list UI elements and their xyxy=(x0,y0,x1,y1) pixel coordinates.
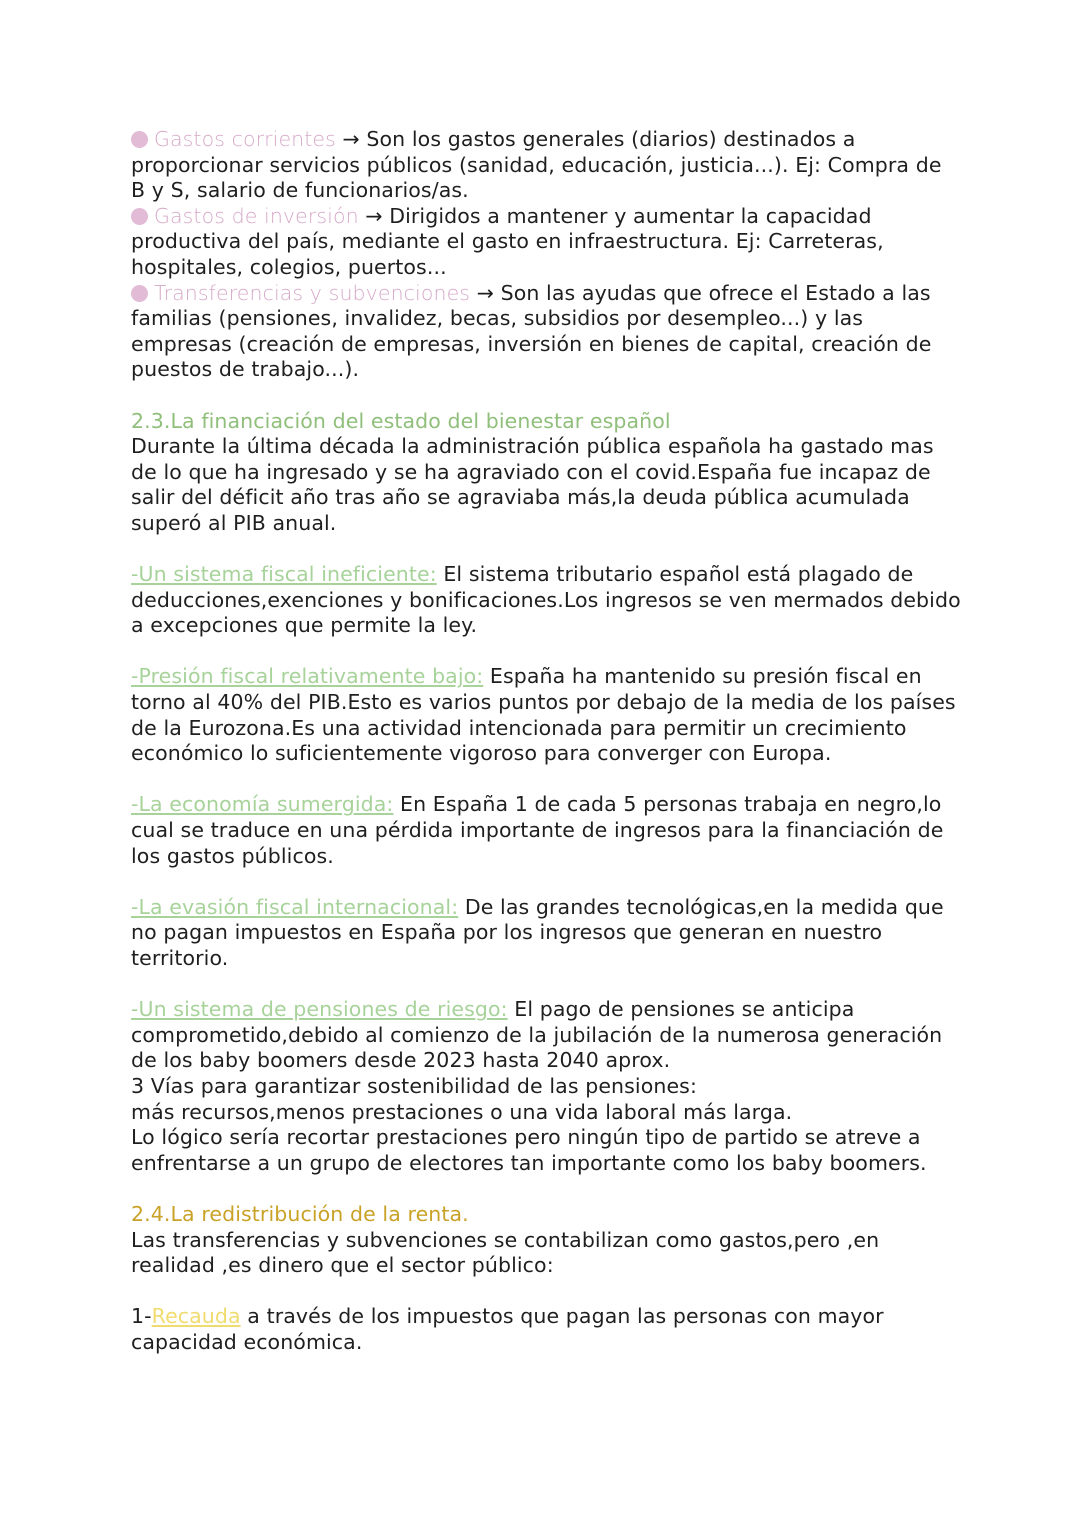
gastos-corrientes-text: → Son los gastos generales (diarios) destinados a proporcionar servicios públicos (sanidad, educación, justicia...). Ej: Compra de B y S, salario de funcionarios/as. xyxy=(131,127,942,203)
section-2-3-heading: 2.3.La financiación del estado del bienestar español xyxy=(131,408,671,433)
item-recauda xyxy=(131,1304,961,1355)
item-sistema-pensiones xyxy=(131,997,961,1074)
item-text: a través de los impuestos que pagan las personas con mayor capacidad económica. xyxy=(131,1304,884,1354)
gastos-inversion-paragraph xyxy=(131,204,961,281)
gastos-corrientes-label: Gastos corrientes xyxy=(154,127,336,151)
gastos-inversion-text: → Dirigidos a mantener y aumentar la capacidad productiva del país, mediante el gasto en infraestructura. Ej: Carreteras, hospitales, colegios, puertos... xyxy=(131,203,884,279)
gastos-corrientes-paragraph xyxy=(131,127,961,204)
gastos-inversion-label: Gastos de inversión xyxy=(154,203,359,228)
item-text: El sistema tributario español está plagado de deducciones,exenciones y bonificaciones.Los ingresos se ven mermados debido a excepciones que permite la ley. xyxy=(131,562,961,638)
section-2-4-heading: 2.4.La redistribución de la renta. xyxy=(131,1201,469,1226)
item-label: -Un sistema fiscal ineficiente: xyxy=(131,562,437,587)
pensiones-line-3: Lo lógico sería recortar prestaciones pero ningún tipo de partido se atreve a enfrentarse a un grupo de electores tan importante como los baby boomers. xyxy=(131,1125,927,1175)
bullet-icon xyxy=(131,131,148,148)
pensiones-line-2: más recursos,menos prestaciones o una vida laboral más larga. xyxy=(131,1099,793,1124)
item-label: -Un sistema de pensiones de riesgo: xyxy=(131,997,508,1022)
item-label: -La evasión fiscal internacional: xyxy=(131,894,459,919)
item-label: -Presión fiscal relativamente bajo: xyxy=(131,664,484,689)
section-2-4-intro: Las transferencias y subvenciones se contabilizan como gastos,pero ,en realidad ,es dinero que el sector público: xyxy=(131,1227,880,1278)
item-text: De las grandes tecnológicas,en la medida que no pagan impuestos en España por los ingresos que generan en nuestro territorio. xyxy=(131,894,944,970)
item-prefix: 1- xyxy=(131,1304,152,1329)
document-page xyxy=(131,127,961,1356)
item-sistema-fiscal xyxy=(131,562,961,639)
item-evasion-fiscal xyxy=(131,895,961,972)
bullet-icon xyxy=(131,285,148,302)
item-presion-fiscal xyxy=(131,664,961,766)
transferencias-paragraph xyxy=(131,281,961,383)
section-2-3-intro: Durante la última década la administración pública españolа ha gastado mas de lo que ha ingresado y se ha agraviado con el covid.España fue incapaz de salir del déficit año tras año se agraviaba más,la deuda pública acumulada superó al PIB anual. xyxy=(131,434,934,535)
transferencias-text: → Son las ayudas que ofrece el Estado a las familias (pensiones, invalidez, becas, subsidios por desempleo...) y las empresas (creación de empresas, inversión en bienes de capital, creación de puestos de trabajo...). xyxy=(131,280,932,382)
item-economia-sumergida xyxy=(131,792,961,869)
pensiones-line-1: 3 Vías para garantizar sostenibilidad de las pensiones: xyxy=(131,1073,697,1098)
item-text: El pago de pensiones se anticipa comprometido,debido al comienzo de la jubilación de la numerosa generación de los baby boomers desde 2023 hasta 2040 aprox. xyxy=(131,997,943,1073)
item-text: España ha mantenido su presión fiscal en torno al 40% del PIB.Esto es varios puntos por debajo de la media de los países de la Eurozona.Es una actividad intencionada para permitir un crecimiento económico lo suficientemente vigoroso para converger con Europa. xyxy=(131,664,956,766)
bullet-icon xyxy=(131,208,148,225)
item-text: En España 1 de cada 5 personas trabaja en negro,lo cual se traduce en una pérdida importante de ingresos para la financiación de los gastos públicos. xyxy=(131,792,944,868)
item-label: Recauda xyxy=(151,1304,241,1329)
transferencias-label: Transferencias y subvenciones xyxy=(154,280,471,305)
item-label: -La economía sumergida: xyxy=(131,792,394,817)
